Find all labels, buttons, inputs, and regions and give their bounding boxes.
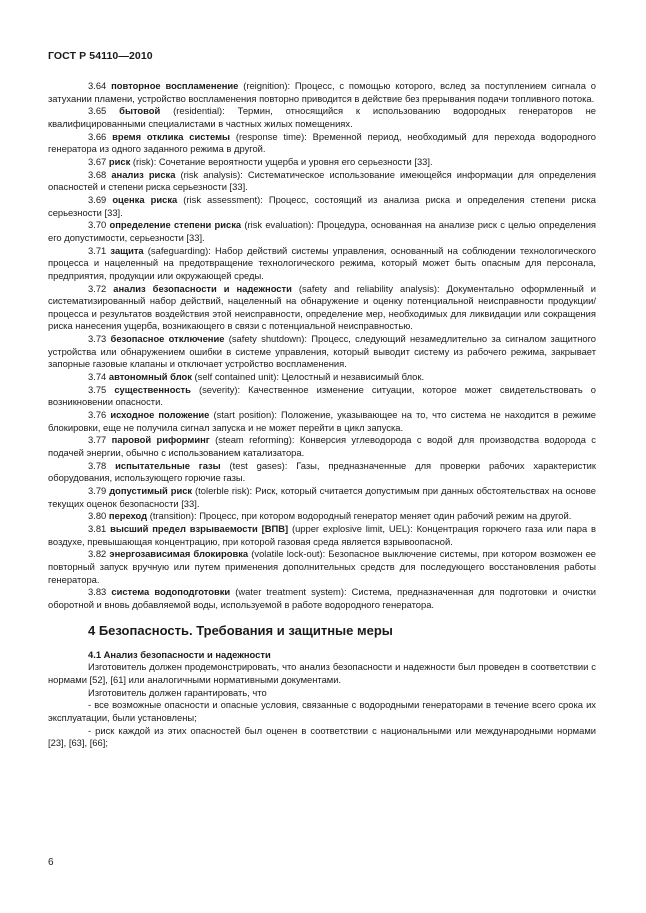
definition-text: (severity): Качественное изменение ситуации, которое может свидетельствовать о возникновении опасности. [48,383,596,408]
definition-number: 3.79 [88,485,107,496]
definition-entry [48,548,596,586]
definition-text: (steam reforming): Конверсия углеводорода с водой для производства водорода с подачей энергии, обычно с использованием катализатора. [48,434,596,459]
definition-text: (reignition): Процесс, с помощью которого, вслед за поступлением сигнала о затухании пламени, устройство воспламенения повторно приводится в действие без прерывания подачи топливного потока. [48,80,596,104]
list-item: - все возможные опасности и опасные условия, связанные с водородными генераторами в течение всего срока их эксплуатации, были установлены; [48,699,596,723]
definition-number: 3.78 [88,459,107,471]
definition-entry [48,384,596,409]
definition-entry [48,219,596,244]
definitions-list [48,80,596,612]
definition-number: 3.74 [88,371,107,383]
definition-term: переход [108,510,148,522]
definition-term: анализ безопасности и надежности [113,282,292,294]
subsection-title: 4.1 Анализ безопасности и надежности [88,648,271,660]
definition-text: (risk evaluation): Процедура, основанная на анализе риск с целью определения его допустимости, серьезности [33]. [48,219,597,243]
definition-text: (self contained unit): Целостный и независимый блок. [191,371,425,383]
definition-entry [48,460,596,485]
definition-text: (water treatment system): Система, предназначенная для подготовки и очистки оборотной и вновь добавляемой воды, используемой в работе водородного генератора. [48,586,596,610]
definition-term: система водоподготовки [111,586,231,598]
definition-number: 3.81 [88,522,107,534]
definition-number: 3.72 [88,282,107,294]
section-title: 4 Безопасность. Требования и защитные меры [88,622,393,638]
definition-entry [48,156,596,169]
definition-term: допустимый риск [109,485,193,496]
definition-entry [48,409,596,434]
definition-number: 3.65 [88,105,107,117]
definition-term: безопасное отключение [110,333,225,345]
definition-text: (residential): Термин, относящийся к использованию водородных генераторов не квалифицированными специалистами в частных жилых помещениях. [48,105,596,129]
definition-number: 3.66 [88,130,107,142]
definition-term: риск [108,155,131,167]
definition-number: 3.69 [88,193,107,205]
definition-text: (risk assessment): Процесс, состоящий из анализа риска и определения степени риска серьезности [33]. [48,193,596,218]
page-number: 6 [48,857,54,868]
definition-term: бытовой [119,105,161,117]
paragraph: Изготовитель должен гарантировать, что [88,686,267,698]
definition-number: 3.68 [88,168,107,180]
definition-number: 3.75 [88,383,107,395]
definition-entry [48,333,596,371]
definition-term: защита [110,244,144,256]
definition-term: время отклика системы [112,130,231,142]
definition-entry [48,105,596,130]
definition-text: (risk): Сочетание вероятности ущерба и уровня его серьезности [33]. [130,155,433,167]
paragraph: Изготовитель должен продемонстрировать, что анализ безопасности и надежности был проведен в соответствии с нормами [52], [61] или аналогичными нормативными документами. [48,661,596,685]
definition-term: автономный блок [108,371,192,383]
document-header [48,50,153,62]
definition-text: (transition): Процесс, при котором водородный генератор меняет один рабочий режим на другой. [147,510,572,522]
definition-entry [48,80,596,105]
definition-text: (start position): Положение, указывающее на то, что система не находится в режиме блокировки, еще не получила сигнал запуска и не может перейти в цикл запуска. [48,409,596,433]
definition-term: высший предел взрываемости [ВПВ] [110,522,289,534]
definition-term: оценка риска [112,193,178,205]
definition-term: энергозависимая блокировка [109,548,249,560]
definition-term: существенность [114,383,191,395]
definition-entry [48,434,596,459]
definition-term: паровой риформинг [111,434,210,446]
definition-number: 3.64 [88,80,107,91]
definition-entry [48,245,596,283]
definition-term: испытательные газы [115,459,221,471]
definition-text: (safety shutdown): Процесс, следующий незамедлительно за сигналом защитного устройства или обнаружением ошибки в системе управления, который выводит систему из рабочего режима, закрывает запорные газовые клапаны и отключает устройство воспламенения. [48,333,597,370]
definition-entry [48,485,596,510]
document-body [48,80,596,750]
definition-text: (safeguarding): Набор действий системы управления, основанный на соблюдении технологического процесса и нацеленный на предотвращение технологического режима, который может быть опасным для персонала, предприятия, продукции или окружающей среды. [48,244,596,281]
definition-entry [48,371,596,384]
definition-text: (safety and reliability analysis): Документально оформленный и систематизированный набор действий, нацеленный на обнаружение и оценку потенциальной неисправности продукции/процесса и результатов воздействия этой неисправности, определение мер, необходимых для ликвидации или сокращения риска нанесения ущерба, возникающего в связи с потенциальной неисправностью. [48,282,597,332]
definition-number: 3.80 [88,510,107,522]
definition-text: (test gases): Газы, предназначенные для проверки рабочих характеристик оборудования, использующего горючие газы. [48,459,597,484]
definition-entry [48,131,596,156]
definition-entry [48,194,596,219]
definition-term: исходное положение [110,409,210,421]
definition-number: 3.73 [88,333,107,345]
definition-number: 3.67 [88,155,107,167]
definition-text: (tolerble risk): Риск, который считается допустимым при данных обстоятельствах на основе текущих оценок безопасности [33]. [48,485,596,509]
definition-text: (response time): Временной период, необходимый для перехода водородного генератора из одного заданного режима в другой. [48,130,596,155]
definition-entry [48,283,596,334]
definition-number: 3.77 [88,434,107,446]
definition-number: 3.76 [88,409,107,421]
definition-entry [48,586,596,611]
definition-entry [48,510,596,523]
definition-number: 3.70 [88,219,107,231]
definition-term: определение степени риска [109,219,242,231]
definition-number: 3.82 [88,548,107,560]
definition-text: (risk analysis): Систематическое использование имеющейся информации для определения опасностей и степени риска серьезности [33]. [48,168,597,193]
definition-term: анализ риска [111,168,176,180]
definition-term: повторное воспламенение [111,80,239,91]
definition-text: (volatile lock-out): Безопасное выключение системы, при котором возможен ее повторный запуск вручную или путем применения дополнительных средств для последующего восстановления работы генератора. [48,548,597,585]
definition-text: (upper explosive limit, UEL): Концентрация горючего газа или пара в воздухе, превышающая концентрацию, при которой газовая среда является взрывоопасной. [48,522,597,547]
definition-number: 3.83 [88,586,107,598]
definition-entry [48,169,596,194]
definition-entry [48,523,596,548]
list-item: - риск каждой из этих опасностей был оценен в соответствии с национальными или международными нормами [23], [63], [66]; [48,724,596,749]
definition-number: 3.71 [88,244,107,256]
standard-number: ГОСТ Р 54110—2010 [48,50,153,62]
